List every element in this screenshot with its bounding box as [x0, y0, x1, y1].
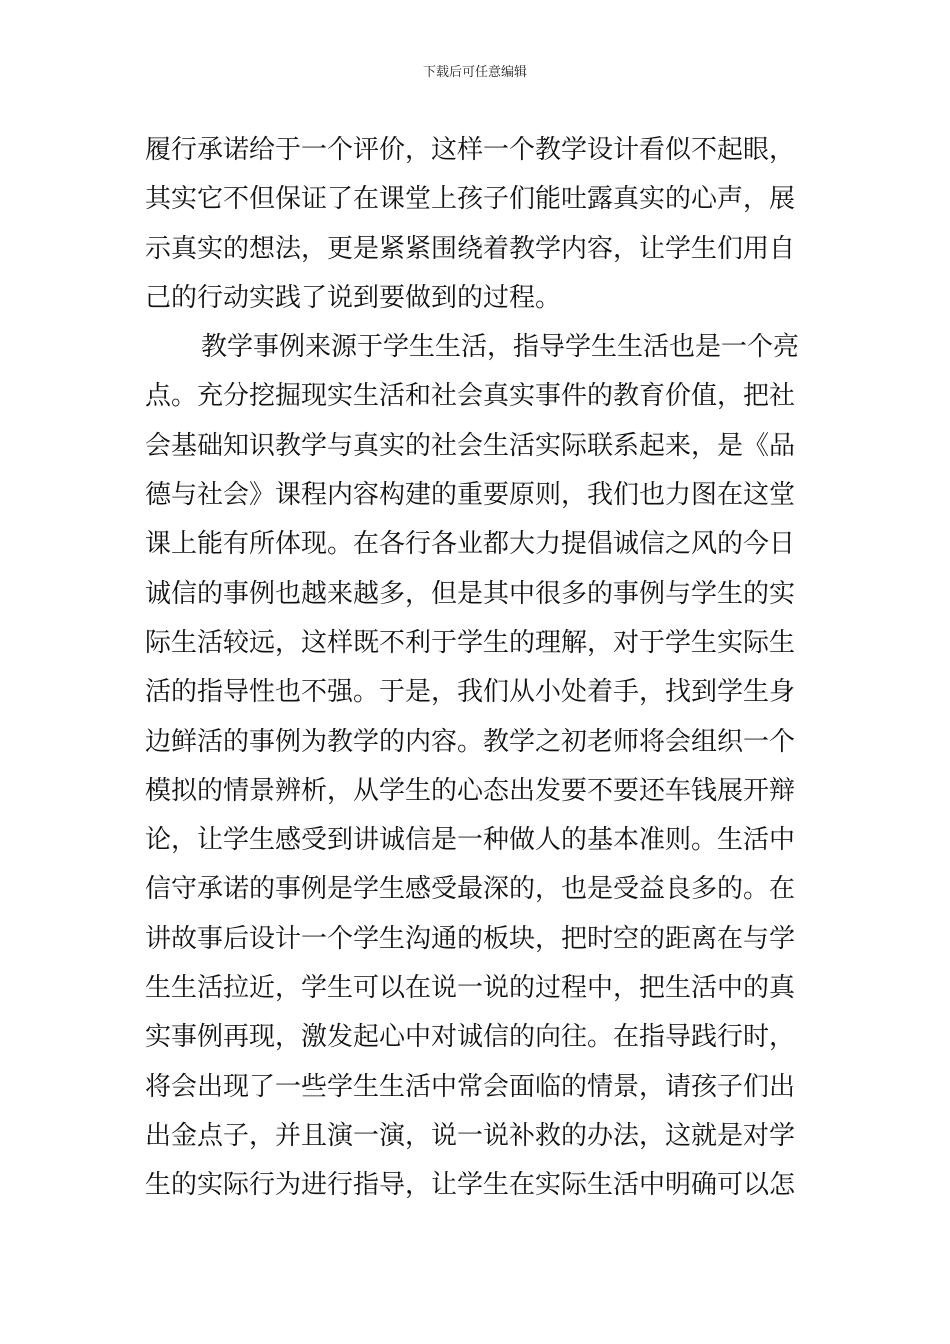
document-body [145, 126, 813, 1211]
page-header [0, 64, 950, 82]
text-line: 其实它不但保证了在课堂上孩子们能吐露真实的心声，展 [145, 184, 796, 215]
header-text: 下载后可任意编辑 [422, 65, 527, 80]
text-line: 示真实的想法，更是紧紧围绕着教学内容，让学生们用自 [145, 233, 796, 264]
text-line: 点。充分挖掘现实生活和社会真实事件的教育价值，把社 [145, 381, 796, 412]
text-line: 诚信的事例也越来越多，但是其中很多的事例与学生的实 [145, 578, 796, 609]
text-line: 会基础知识教学与真实的社会生活实际联系起来，是《品 [145, 430, 796, 461]
paragraph-first-line: 教学事例来源于学生生活，指导学生生活也是一个亮 [201, 332, 800, 363]
text-line: 生生活拉近，学生可以在说一说的过程中，把生活中的真 [145, 973, 796, 1004]
text-line: 德与社会》课程内容构建的重要原则，我们也力图在这堂 [145, 480, 796, 511]
text-line: 履行承诺给于一个评价，这样一个教学设计看似不起眼， [145, 135, 796, 165]
text-line: 模拟的情景辨析，从学生的心态出发要不要还车钱展开辩 [145, 775, 796, 806]
text-line: 生的实际行为进行指导，让学生在实际生活中明确可以怎 [145, 1170, 796, 1201]
text-line: 论，让学生感受到讲诚信是一种做人的基本准则。生活中 [145, 825, 796, 856]
text-line: 讲故事后设计一个学生沟通的板块，把时空的距离在与学 [145, 923, 796, 954]
text-line: 课上能有所体现。在各行各业都大力提倡诚信之风的今日 [145, 529, 796, 560]
text-line: 际生活较远，这样既不利于学生的理解，对于学生实际生 [145, 627, 796, 658]
text-line: 信守承诺的事例是学生感受最深的，也是受益良多的。在 [145, 874, 796, 905]
text-line: 出金点子，并且演一演，说一说补救的办法，这就是对学 [145, 1120, 796, 1151]
text-line: 己的行动实践了说到要做到的过程。 [145, 282, 562, 313]
text-line: 将会出现了一些学生生活中常会面临的情景，请孩子们出 [145, 1071, 796, 1102]
text-line: 实事例再现，激发起心中对诚信的向往。在指导践行时， [145, 1022, 796, 1053]
text-line: 活的指导性也不强。于是，我们从小处着手，找到学生身 [145, 677, 796, 708]
text-line: 边鲜活的事例为教学的内容。教学之初老师将会组织一个 [145, 726, 796, 757]
